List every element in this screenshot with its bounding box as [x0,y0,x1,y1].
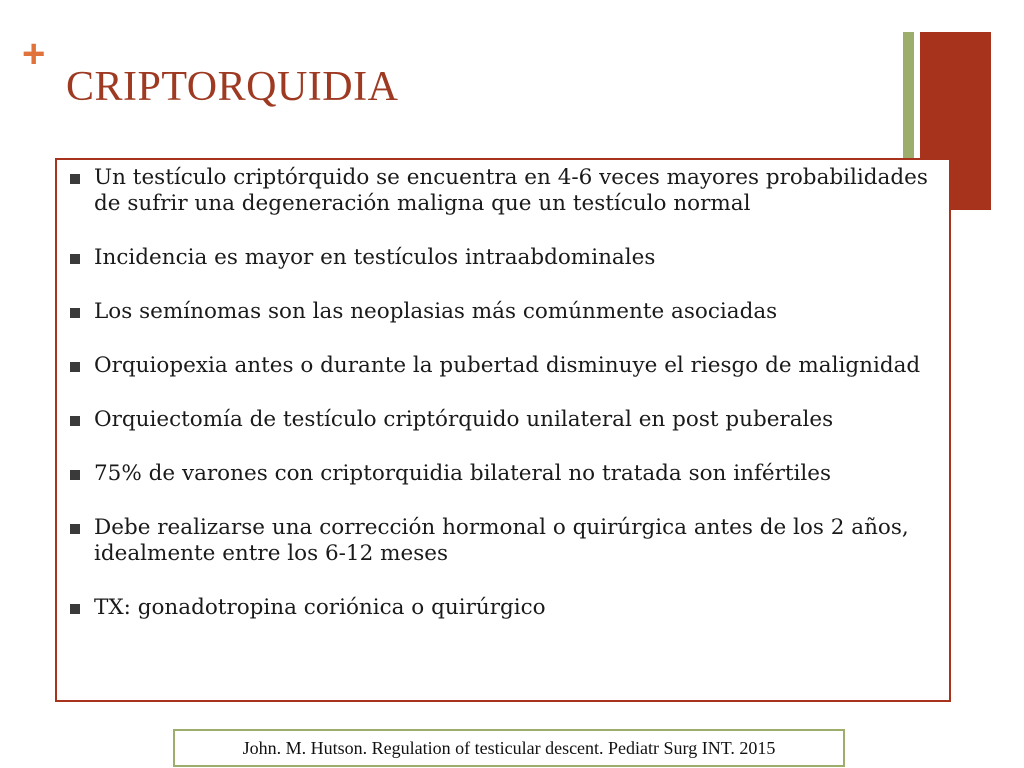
bullet-text: Incidencia es mayor en testículos intraabdominales [94,245,656,270]
square-bullet-icon [70,254,80,264]
citation-box: John. M. Hutson. Regulation of testicular descent. Pediatr Surg INT. 2015 [173,729,845,767]
slide-title: CRIPTORQUIDIA [66,64,399,110]
decorative-green-bar [903,32,914,162]
square-bullet-icon [70,470,80,480]
square-bullet-icon [70,416,80,426]
bullet-text: Debe realizarse una corrección hormonal o quirúrgica antes de los 2 años, idealmente entre los 6-12 meses [94,515,909,566]
square-bullet-icon [70,174,80,184]
square-bullet-icon [70,524,80,534]
list-item [70,595,943,621]
square-bullet-icon [70,308,80,318]
list-item [70,461,943,487]
list-item [70,353,943,379]
list-item [70,245,943,271]
bullet-text: Orquiopexia antes o durante la pubertad disminuye el riesgo de malignidad [94,353,921,378]
bullet-text: 75% de varones con criptorquidia bilateral no tratada son infértiles [94,461,832,486]
content-box [55,158,951,702]
bullet-text: TX: gonadotropina coriónica o quirúrgico [94,595,546,620]
bullet-text: Un testículo criptórquido se encuentra en 4-6 veces mayores probabilidades de sufrir una degeneración maligna que un testículo normal [94,165,928,216]
list-item [70,165,943,217]
list-item [70,299,943,325]
plus-icon: + [22,32,46,76]
list-item [70,515,943,567]
square-bullet-icon [70,604,80,614]
bullet-text: Orquiectomía de testículo criptórquido unilateral en post puberales [94,407,834,432]
bullet-text: Los semínomas son las neoplasias más comúnmente asociadas [94,299,778,324]
bullet-list [70,165,943,649]
list-item [70,407,943,433]
square-bullet-icon [70,362,80,372]
